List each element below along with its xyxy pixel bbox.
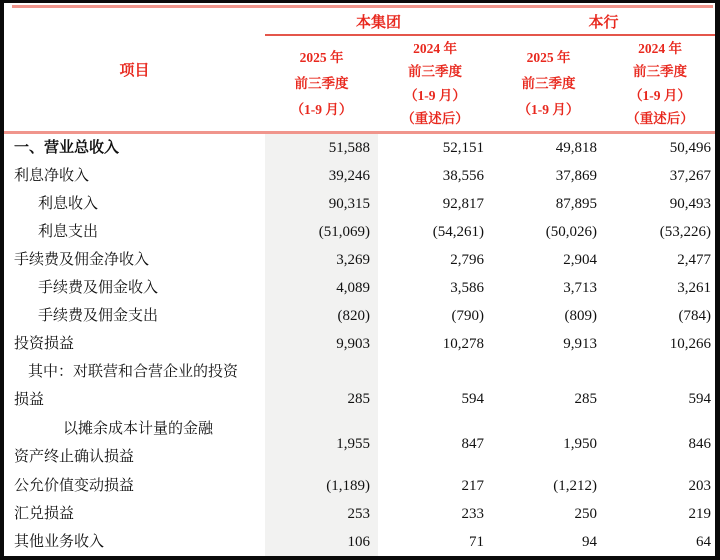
row-label: 公允价值变动损益 [14, 478, 135, 494]
cell-value: 90,315 [265, 190, 378, 218]
cell-value: 49,818 [555, 140, 597, 156]
cell-value: 253 [265, 500, 378, 528]
row-label [4, 358, 265, 415]
header-line: 2024 年 [413, 40, 457, 56]
table-row-interest-expense [4, 218, 715, 246]
cell-value: 285 [265, 358, 378, 415]
cell-value: 39,246 [265, 162, 378, 190]
cell-value: 203 [688, 478, 711, 494]
table-row-fee-income [4, 274, 715, 302]
cell-value: 1,950 [563, 435, 597, 452]
table-row-investment-gains [4, 330, 715, 358]
group-header-group: 本集团 [265, 8, 492, 36]
header-line: （重述后） [626, 111, 694, 126]
cell-value: 285 [574, 391, 597, 407]
column-header-group-2025 [265, 36, 378, 131]
row-label-line1: 以摊余成本计量的金融 [63, 421, 214, 437]
row-label: 其他业务收入 [14, 534, 105, 550]
row-label [4, 415, 265, 472]
cell-value: 10,266 [669, 336, 711, 352]
cell-value: 1,955 [265, 415, 378, 472]
row-label: 一、营业总收入 [14, 140, 120, 156]
cell-value: 9,903 [265, 330, 378, 358]
header-line: 2025 年 [526, 49, 571, 65]
cell-value: 37,267 [669, 168, 711, 184]
header-line: （重述后） [401, 111, 469, 126]
cell-value: 52,151 [442, 140, 484, 156]
cell-value: 3,713 [563, 280, 597, 296]
header-line: 前三季度 [633, 64, 687, 79]
cell-value: 92,817 [442, 196, 484, 212]
row-label: 手续费及佣金净收入 [14, 252, 150, 268]
row-label-text: 手续费及佣金支出 [38, 308, 159, 324]
cell-value: 3,586 [450, 280, 484, 296]
cell-value: 847 [461, 435, 484, 452]
row-label [4, 218, 265, 246]
cell-value: 90,493 [669, 196, 711, 212]
group-header-bank: 本行 [492, 8, 715, 36]
cell-value: 250 [574, 506, 597, 522]
cell-value: 51,588 [265, 134, 378, 162]
row-label: 利息净收入 [14, 168, 90, 184]
table-row-interest-income [4, 190, 715, 218]
cell-value: 37,869 [555, 168, 597, 184]
cell-value: (50,026) [545, 224, 597, 240]
cell-value: 3,261 [677, 280, 711, 296]
header-line: 2025 年 [299, 49, 344, 65]
cell-value: 38,556 [442, 168, 484, 184]
row-label-line2: 资产终止确认损益 [14, 449, 135, 465]
table-row-fee-expense [4, 302, 715, 330]
cell-value: (51,069) [265, 218, 378, 246]
financial-report-table [4, 3, 715, 556]
cell-value: 64 [696, 534, 711, 550]
cell-value: (820) [265, 302, 378, 330]
table-row-derecognition-gains [4, 415, 715, 472]
header-line: （1-9 月） [290, 101, 353, 117]
cell-value: (1,189) [265, 472, 378, 500]
cell-value: 594 [461, 391, 484, 407]
cell-value: 217 [461, 478, 484, 494]
cell-value: 50,496 [669, 140, 711, 156]
row-label [4, 190, 265, 218]
table-row-net-interest-income [4, 162, 715, 190]
row-label-line2: 损益 [14, 392, 45, 408]
table-header [4, 8, 715, 131]
row-label: 投资损益 [14, 336, 75, 352]
table-row-total-operating-income [4, 134, 715, 162]
cell-value: (809) [564, 308, 597, 324]
column-header-bank-2025 [492, 36, 605, 131]
cell-value: (54,261) [432, 224, 484, 240]
table-row-fair-value-changes [4, 472, 715, 500]
cell-value: 106 [265, 528, 378, 556]
row-label-line1: 其中：对联营和合营企业的投资 [28, 364, 239, 380]
column-header-group-2024 [378, 36, 492, 131]
column-header-bank-2024 [605, 36, 715, 131]
header-line: （1-9 月） [517, 101, 580, 117]
cell-value: 2,796 [450, 252, 484, 268]
cell-value: 219 [688, 506, 711, 522]
cell-value: 594 [688, 391, 711, 407]
table-row-exchange-gains [4, 500, 715, 528]
cell-value: 10,278 [442, 336, 484, 352]
cell-value: 2,477 [677, 252, 711, 268]
cell-value: 9,913 [563, 336, 597, 352]
row-label-text: 利息支出 [38, 224, 99, 240]
header-line: 前三季度 [294, 75, 349, 91]
cell-value: 2,904 [563, 252, 597, 268]
cell-value: 94 [582, 534, 597, 550]
cell-value: (784) [678, 308, 711, 324]
row-label [4, 274, 265, 302]
row-label-text: 手续费及佣金收入 [38, 280, 159, 296]
table-row-net-fee-income [4, 246, 715, 274]
cell-value: 3,269 [265, 246, 378, 274]
cell-value: 71 [469, 534, 484, 550]
header-line: 前三季度 [408, 64, 462, 79]
header-line: 前三季度 [521, 75, 576, 91]
header-line: （1-9 月） [629, 87, 691, 103]
cell-value: 4,089 [265, 274, 378, 302]
cell-value: (790) [451, 308, 484, 324]
column-header-item: 项目 [119, 63, 150, 79]
row-label: 汇兑损益 [14, 506, 75, 522]
header-line: 2024 年 [638, 40, 682, 56]
cell-value: 87,895 [555, 196, 597, 212]
cell-value: (1,212) [553, 478, 597, 494]
row-label [4, 302, 265, 330]
table-row-other-operating-income [4, 528, 715, 556]
cell-value: (53,226) [659, 224, 711, 240]
row-label-text: 利息收入 [38, 196, 99, 212]
header-line: （1-9 月） [404, 87, 466, 103]
table-row-associates-investment-gains [4, 358, 715, 415]
cell-value: 233 [461, 506, 484, 522]
cell-value: 846 [688, 435, 711, 452]
table-body [4, 134, 715, 556]
